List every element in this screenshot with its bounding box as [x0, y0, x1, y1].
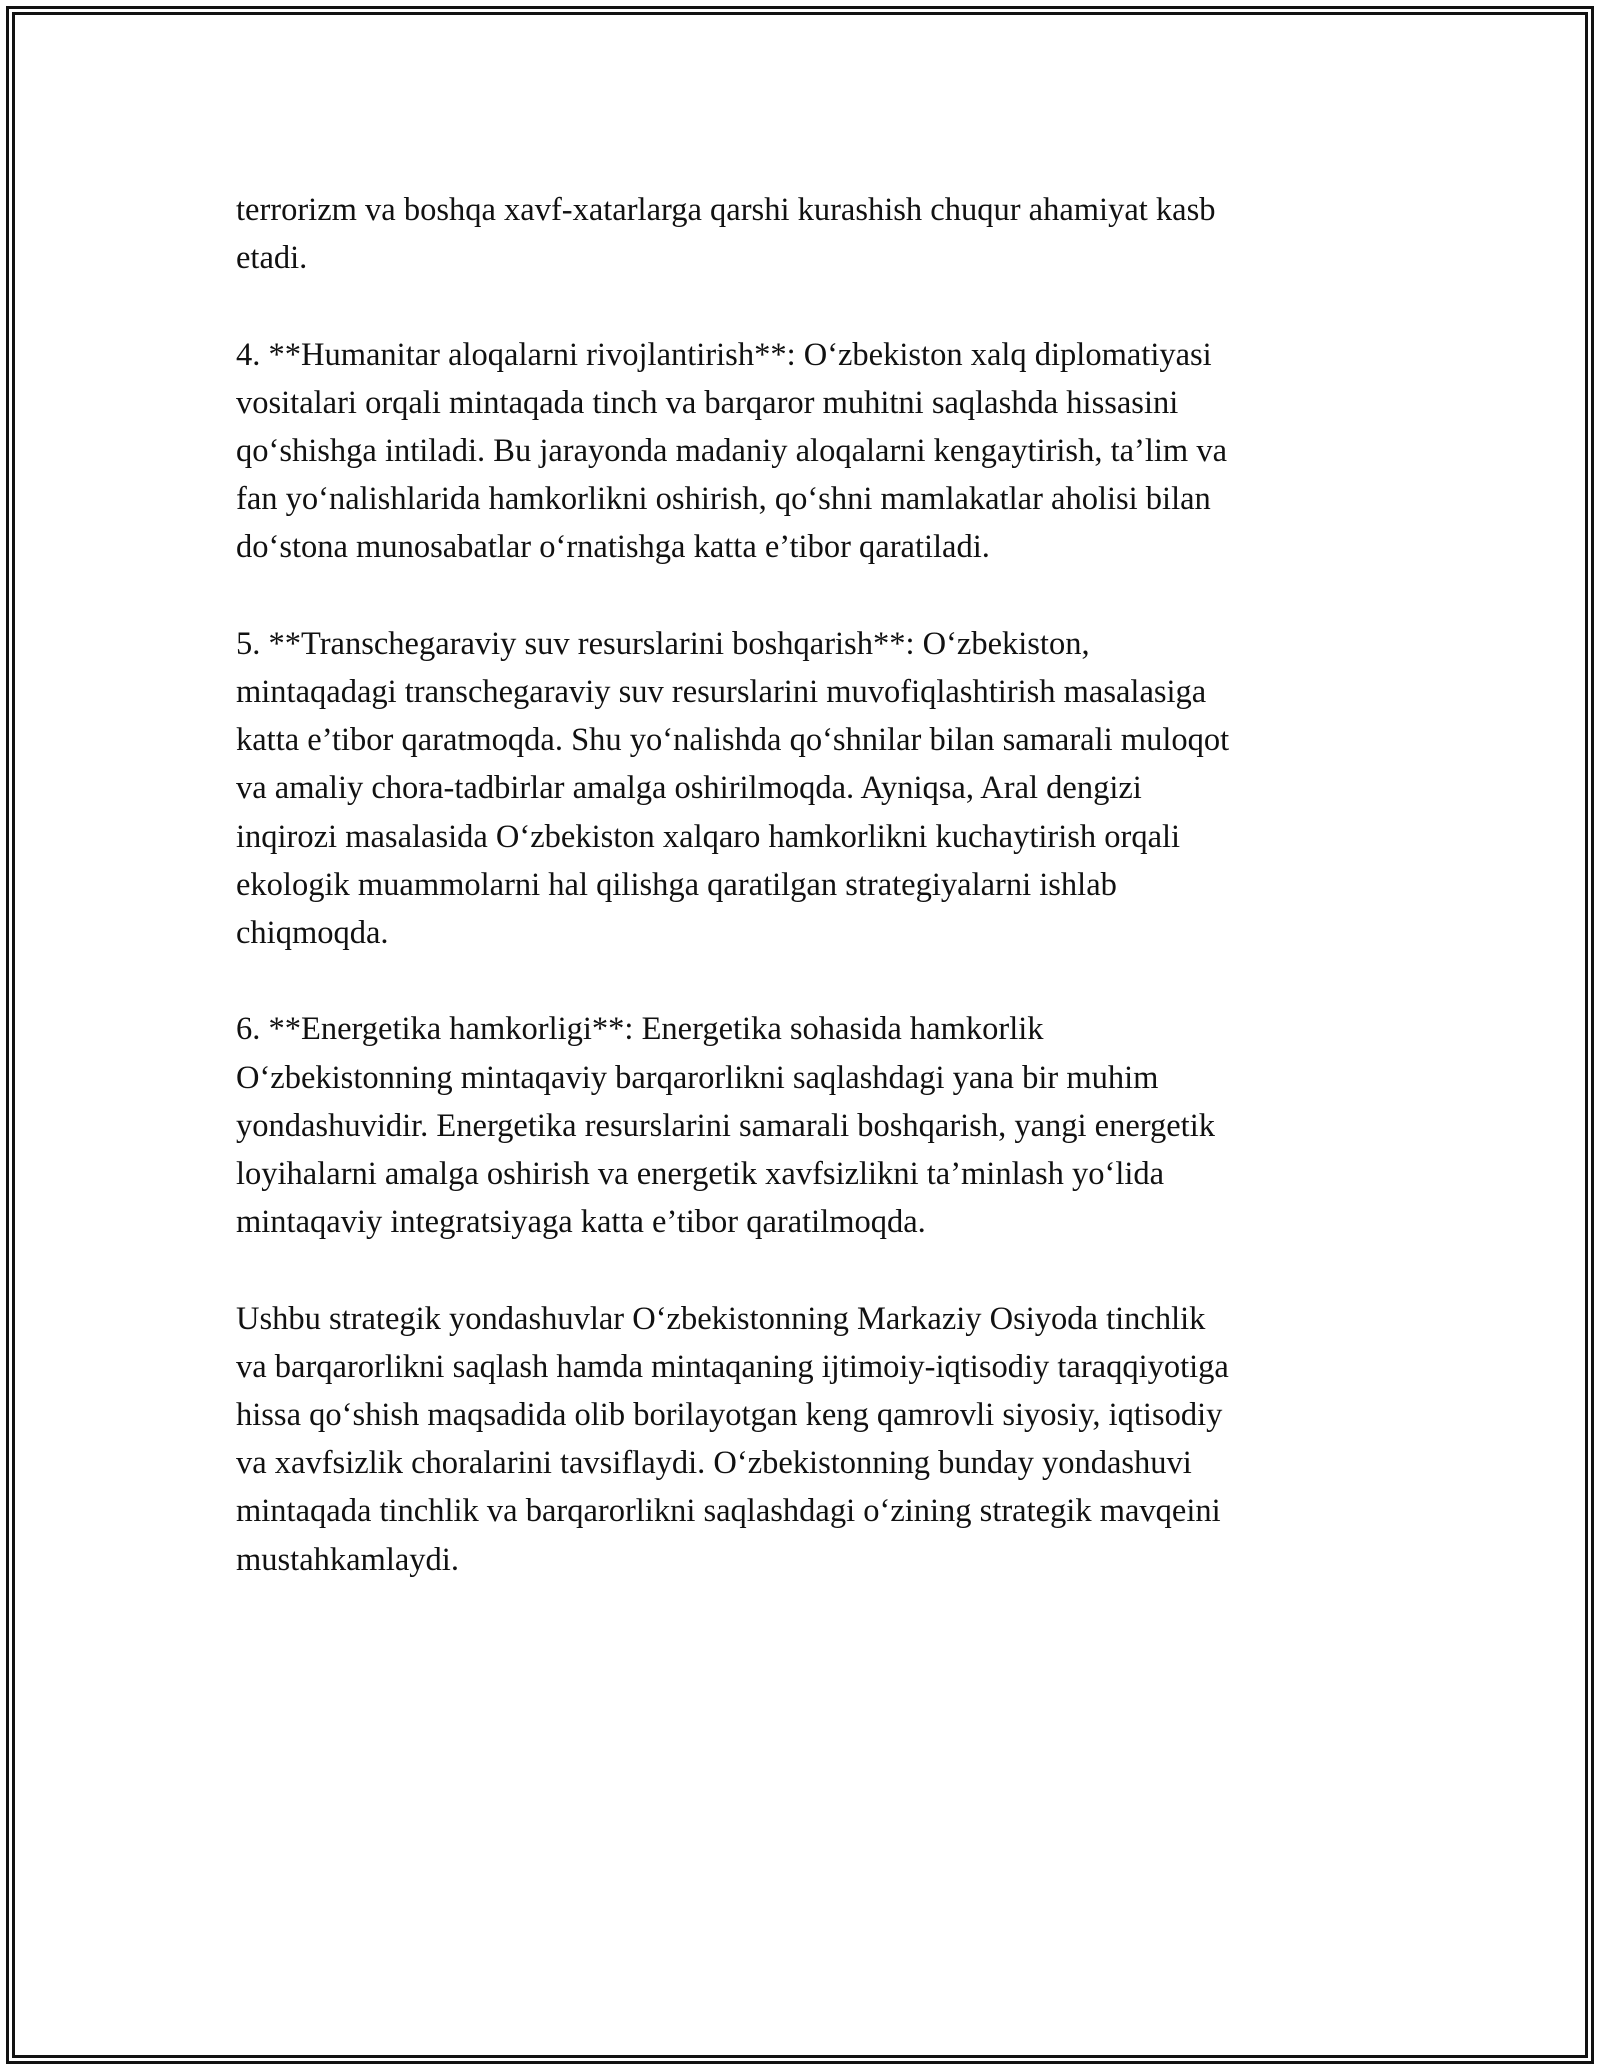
- text-line: katta e’tibor qaratmoqda. Shu yo‘nalishda qo‘shnilar bilan samarali muloqot: [236, 722, 1230, 759]
- text-line: 6. **Energetika hamkorligi**: Energetika sohasida hamkorlik: [236, 1011, 1044, 1048]
- text-line: qo‘shishga intiladi. Bu jarayonda madaniy aloqalarni kengaytirish, ta’lim va: [236, 433, 1227, 469]
- text-line: mintaqada tinchlik va barqarorlikni saqlashdagi o‘zining strategik mavqeini: [236, 1493, 1221, 1530]
- text-line: fan yo‘nalishlarida hamkorlikni oshirish, qo‘shni mamlakatlar aholisi bilan: [236, 481, 1211, 518]
- paragraph-conclusion: [236, 1295, 1372, 1584]
- text-line: Ushbu strategik yondashuvlar O‘zbekistonning Markaziy Osiyoda tinchlik: [236, 1300, 1206, 1337]
- text-line: va amaliy chora-tadbirlar amalga oshirilmoqda. Ayniqsa, Aral dengizi: [236, 770, 1142, 807]
- text-line: terrorizm va boshqa xavf-xatarlarga qarshi kurashish chuqur ahamiyat kasb: [236, 192, 1216, 228]
- paragraph-intro-continuation: [236, 186, 1372, 282]
- text-line: mustahkamlaydi.: [236, 1541, 459, 1578]
- text-line: do‘stona munosabatlar o‘rnatishga katta e’tibor qaratiladi.: [236, 529, 990, 566]
- text-line: vositalari orqali mintaqada tinch va barqaror muhitni saqlashda hissasini: [236, 384, 1179, 421]
- text-line: mintaqaviy integratsiyaga katta e’tibor qaratilmoqda.: [236, 1204, 926, 1241]
- document-body: [236, 186, 1372, 1584]
- text-line: 5. **Transchegaraviy suv resurslarini boshqarish**: O‘zbekiston,: [236, 625, 1090, 662]
- text-line: chiqmoqda.: [236, 915, 389, 952]
- paragraph-item-4-humanitarian: [236, 331, 1372, 572]
- paragraph-item-6-energy: [236, 1005, 1372, 1246]
- text-line: inqirozi masalasida O‘zbekiston xalqaro hamkorlikni kuchaytirish orqali: [236, 818, 1181, 855]
- text-line: 4. **Humanitar aloqalarni rivojlantirish**: O‘zbekiston xalq diplomatiyasi: [236, 336, 1212, 373]
- text-line: yondashuvidir. Energetika resurslarini samarali boshqarish, yangi energetik: [236, 1107, 1215, 1144]
- text-line: hissa qo‘shish maqsadida olib borilayotgan keng qamrovli siyosiy, iqtisodiy: [236, 1397, 1223, 1434]
- text-line: O‘zbekistonning mintaqaviy barqarorlikni saqlashdagi yana bir muhim: [236, 1059, 1159, 1096]
- text-line: etadi.: [236, 240, 308, 277]
- text-line: ekologik muammolarni hal qilishga qaratilgan strategiyalarni ishlab: [236, 866, 1117, 903]
- paragraph-item-5-water: [236, 620, 1372, 957]
- text-line: mintaqadagi transchegaraviy suv resurslarini muvofiqlashtirish masalasiga: [236, 674, 1207, 710]
- text-line: va barqarorlikni saqlash hamda mintaqaning ijtimoiy-iqtisodiy taraqqiyotiga: [236, 1348, 1229, 1385]
- text-line: va xavfsizlik choralarini tavsiflaydi. O‘zbekistonning bunday yondashuvi: [236, 1445, 1192, 1482]
- text-line: loyihalarni amalga oshirish va energetik xavfsizlikni ta’minlash yo‘lida: [236, 1156, 1165, 1193]
